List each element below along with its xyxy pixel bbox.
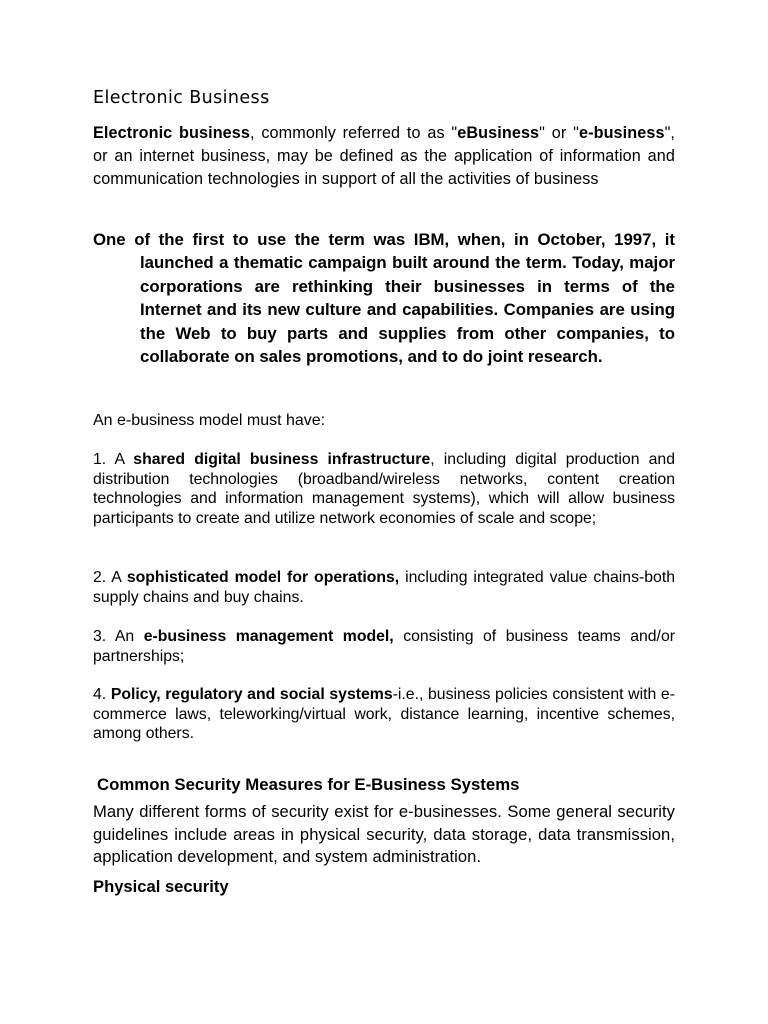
list-item <box>93 450 675 528</box>
term-e-business: e-business <box>578 124 665 142</box>
security-heading: Common Security Measures for E-Business Systems <box>97 775 520 794</box>
item-bold-term: shared digital business infrastructure <box>133 451 431 468</box>
intro-text-2: " or " <box>539 124 579 142</box>
item-prefix: 3. An <box>93 628 144 645</box>
security-paragraph: Many different forms of security exist for e-businesses. Some general security guidelines include areas in physical security, data storage, data transmission, application development, and system administration. <box>93 802 675 866</box>
item-bold-term: e-business management model, <box>143 628 394 645</box>
list-item <box>93 685 675 744</box>
intro-paragraph <box>93 122 675 191</box>
intro-text-3: ", or an internet business, may be defined as the application of information and communication technologies in support of all the activities of business <box>93 124 676 188</box>
intro-text-1: , commonly referred to as " <box>250 124 458 142</box>
item-bold-term: sophisticated model for operations, <box>126 569 400 586</box>
term-electronic-business: Electronic business <box>93 124 250 142</box>
item-prefix: 1. A <box>93 451 134 468</box>
term-ebusiness: eBusiness <box>457 124 540 142</box>
ibm-paragraph: One of the first to use the term was IBM, when, in October, 1997, it launched a thematic campaign built around the term. Today, major corporations are rethinking their businesses in terms of the Internet and its new culture and capabilities. Companies are using the Web to buy parts and supplies from other companies, to collaborate on sales promotions, and to do joint research. <box>93 230 675 367</box>
item-bold-term: Policy, regulatory and social systems <box>110 686 393 703</box>
item-text: consisting of business teams and/or partnerships; <box>93 628 675 665</box>
item-prefix: 4. <box>93 686 111 703</box>
item-text: , including digital production and distribution technologies (broadband/wireless networks, content creation technologies and information management systems), which will allow business participants to create and utilize network economies of scale and scope; <box>93 451 676 527</box>
document-title: Electronic Business <box>93 88 270 108</box>
item-prefix: 2. A <box>93 569 127 586</box>
item-text: -i.e., business policies consistent with e-commerce laws, teleworking/virtual work, distance learning, incentive schemes, among others. <box>93 686 675 743</box>
list-item <box>93 568 675 607</box>
physical-security-heading: Physical security <box>93 877 229 896</box>
item-text: including integrated value chains-both supply chains and buy chains. <box>93 569 675 606</box>
model-intro: An e-business model must have: <box>93 412 326 429</box>
list-item <box>93 627 675 666</box>
